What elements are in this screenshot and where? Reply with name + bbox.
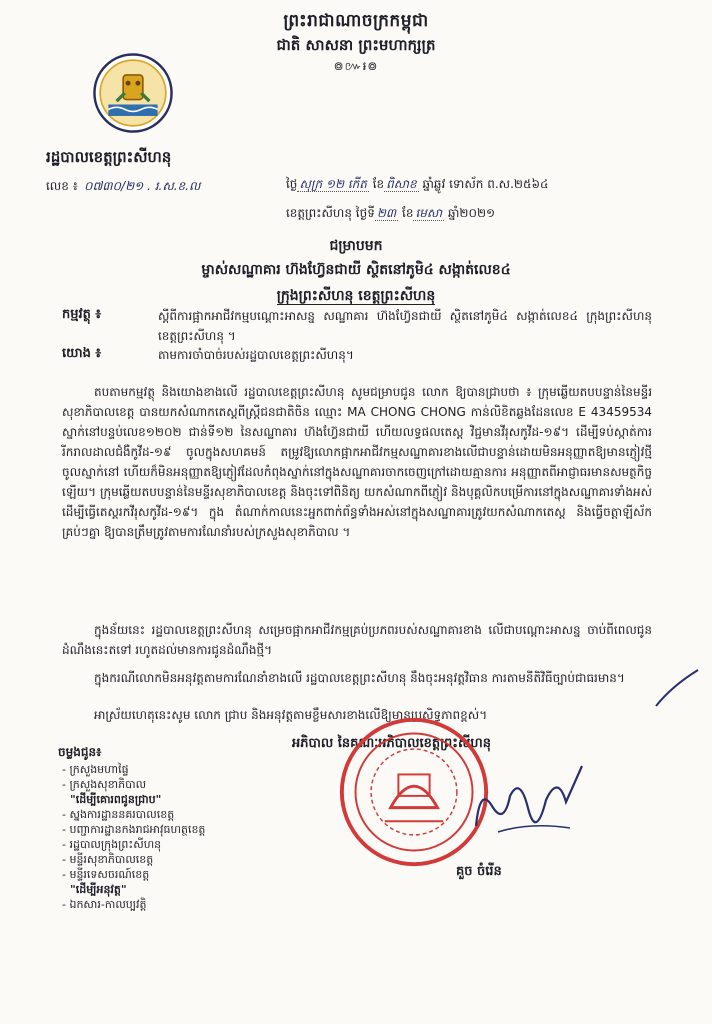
- solar-date-prefix: ខេត្តព្រះសីហនុ ថ្ងៃទី: [286, 206, 375, 220]
- reference-number-value: ០៧៣០/២១ . រ.ស.ខ.ល: [83, 179, 201, 193]
- lunar-month-label: ខែ: [372, 177, 385, 191]
- handwritten-initial-icon: [652, 666, 702, 710]
- cc-item: - ឯកសារ-កាលប្បវត្តិ: [62, 898, 147, 911]
- cc-item: - បញ្ជាការដ្ឋានកងរាជអាវុធហត្ថខេត្ត: [62, 823, 206, 836]
- handwritten-signature-icon: [470, 756, 590, 840]
- reference-text: តាមការចាំបាច់របស់រដ្ឋបាលខេត្តព្រះសីហនុ។: [158, 348, 354, 362]
- signatory-name: គួច ចំរើន: [456, 864, 502, 879]
- cc-item: - មន្ទីរទេសចរណ៍ខេត្ត: [62, 868, 150, 881]
- cc-subheading-inform: "ដើម្បីគោរពជូនជ្រាប": [70, 793, 162, 806]
- solar-month: មេសា: [415, 206, 443, 220]
- cc-item: - ក្រសួងសុខាភិបាល: [62, 778, 147, 791]
- official-stamp-icon: [336, 714, 492, 870]
- solar-date-line: [286, 205, 495, 223]
- national-motto: ជាតិ សាសនា ព្រះមហាក្សត្រ: [276, 36, 436, 54]
- cc-item: - មន្ទីរសុខាភិបាលខេត្ត: [62, 853, 154, 866]
- carbon-copy-list: [58, 745, 288, 912]
- body-paragraph-2: ក្នុងន័យនេះ រដ្ឋបាលខេត្តព្រះសីហនុ សម្រេចផ្អាកអាជីវកម្មគ្រប់ប្រភពរបស់សណ្ឋាគារខាង លើជាបណ្តោះអាសន្ន ចាប់ពីពេលជូនដំណឹងនេះតទៅ រហូតដល់មានការជូនដំណឹងថ្មី។: [62, 623, 652, 657]
- recipient-line-1: ម្ចាស់សណ្ឋាគារ ហ៊ងហ្វ៊ែនជាយី ស្ថិតនៅភូមិ៤ សង្កាត់លេខ៤: [201, 262, 511, 278]
- reference-number-label: លេខ ៖: [46, 179, 78, 193]
- solar-day: ២៣: [376, 206, 397, 220]
- issuing-authority: រដ្ឋបាលខេត្តព្រះសីហនុ: [46, 148, 172, 166]
- cc-item: - រដ្ឋបាលក្រុងព្រះសីហនុ: [62, 838, 162, 851]
- provincial-emblem-icon: [92, 52, 174, 134]
- subject-text: ស្តីពីការផ្អាកអាជីវកម្មបណ្តោះអាសន្ន សណ្ឋាគារ ហ៊ងហ្វ៊ែនជាយី ស្ថិតនៅភូមិ៤ សង្កាត់លេខ៤ ក្រុងព្រះសីហនុ ខេត្តព្រះសីហនុ ។: [158, 309, 652, 343]
- lunar-date-line: [286, 176, 548, 194]
- lunar-year: ឆ្នាំឆ្លូវ ទោស័ក ព.ស.២៥៦៤: [422, 177, 549, 191]
- cc-title: ចម្លងជូន៖: [58, 745, 102, 759]
- body-paragraph-4: អាស្រ័យហេតុនេះសូម លោក ជ្រាប និងអនុវត្តតាមខ្លឹមសារខាងលើឱ្យមានប្រសិទ្ធភាពខ្ពស់។: [94, 708, 488, 722]
- body-paragraph-1: តបតាមកម្មវត្ថុ និងយោងខាងលើ រដ្ឋបាលខេត្តព្រះសីហនុ សូមជម្រាបជូន លោក ឱ្យបានជ្រាបថា ៖ ក្រុមឆ្លើយតបបន្ទាន់នៃមន្ទីរសុខាភិបាលខេត្ត បានយកសំណាកតេស្តពីស្ត្រីជនជាតិចិន ឈ្មោះ MA CHONG CHONG កាន់លិខិតឆ្លងដែនលេខ E 43459534 ស្នាក់នៅបន្ទប់លេខ១២០២ ជាន់ទី១២ នៃសណ្ឋាគារ ហ៊ងហ្វ៊ែនជាយី ហើយលទ្ធផលតេស្ត វិជ្ជមានវីរុសកូវីដ-១៩។ ដើម្បីទប់ស្កាត់ការរីករាលដាលជំងឺកូវីដ-១៩ ចូលក្នុងសហគមន៍ តម្រូវឱ្យលោកផ្អាកអាជីវកម្មសណ្ឋាគារខាងលើជាបន្ទាន់ដោយមិនអនុញ្ញាតឱ្យមានភ្ញៀវថ្មី ចូលស្នាក់នៅ ហើយក៏មិនអនុញ្ញាតឱ្យភ្ញៀវដែលកំពុងស្នាក់នៅក្នុងសណ្ឋាគារចាកចេញក្រៅដោយគ្មានការ អនុញ្ញាតពីអាជ្ញាធរមានសមត្ថកិច្ចឡើយ។ ក្រុមឆ្លើយតបបន្ទាន់នៃមន្ទីរសុខាភិបាលខេត្ត និងចុះទៅពិនិត្យ យកសំណាកពីភ្ញៀវ និងបុគ្គលិកបម្រើការនៅក្នុងសណ្ឋាគារទាំងអស់ ដើម្បីធ្វើតេស្តរកវីរុសកូវីដ-១៩។ ក្នុង តំណាក់កាលនេះអ្នកពាក់ព័ន្ធទាំងអស់នៅក្នុងសណ្ឋាគារត្រូវយកសំណាកតេស្ត និងធ្វើចត្តាឡីស័កគ្រប់ៗគ្នា ឱ្យបានត្រឹមត្រូវតាមការណែនាំរបស់ក្រសួងសុខាភិបាល ។: [62, 385, 652, 539]
- header-ornament: ៙៚៛៙: [333, 59, 379, 73]
- signatory-title: អភិបាល នៃគណៈអភិបាលខេត្តព្រះសីហនុ: [292, 736, 491, 751]
- lunar-day: សុក្រ ១២ កើត: [299, 177, 367, 191]
- solar-year: ឆ្នាំ២០២១: [447, 206, 496, 220]
- lunar-month: ពិសាខ: [386, 177, 417, 191]
- recipient-line-2-text: ក្រុងព្រះសីហនុ ខេត្តព្រះសីហនុ: [276, 288, 436, 304]
- recipient-line-2: [0, 286, 712, 307]
- cc-subheading-implement: "ដើម្បីអនុវត្ត": [70, 883, 127, 896]
- reference-number-line: [46, 178, 200, 196]
- reference-label: យោង ៖: [62, 346, 102, 361]
- cc-item: - ស្នងការដ្ឋាននគរបាលខេត្ត: [62, 808, 175, 821]
- subject-label: កម្មវត្ថុ ៖: [62, 307, 102, 322]
- body-paragraph-3: ក្នុងករណីលោកមិនអនុវត្តតាមការណែនាំខាងលើ រដ្ឋបាលខេត្តព្រះសីហនុ នឹងចុះអនុវត្តវិធាន ការតាមនីតិវិធីច្បាប់ជាធរមាន។: [94, 671, 625, 685]
- lunar-date-prefix: ថ្ងៃ: [286, 177, 298, 191]
- kingdom-heading: ព្រះរាជាណាចក្រកម្ពុជា: [283, 11, 429, 31]
- solar-month-label: ខែ: [402, 206, 414, 220]
- notice-title: ជម្រាបមក: [329, 238, 383, 254]
- cc-item: - ក្រសួងមហាផ្ទៃ: [62, 763, 129, 776]
